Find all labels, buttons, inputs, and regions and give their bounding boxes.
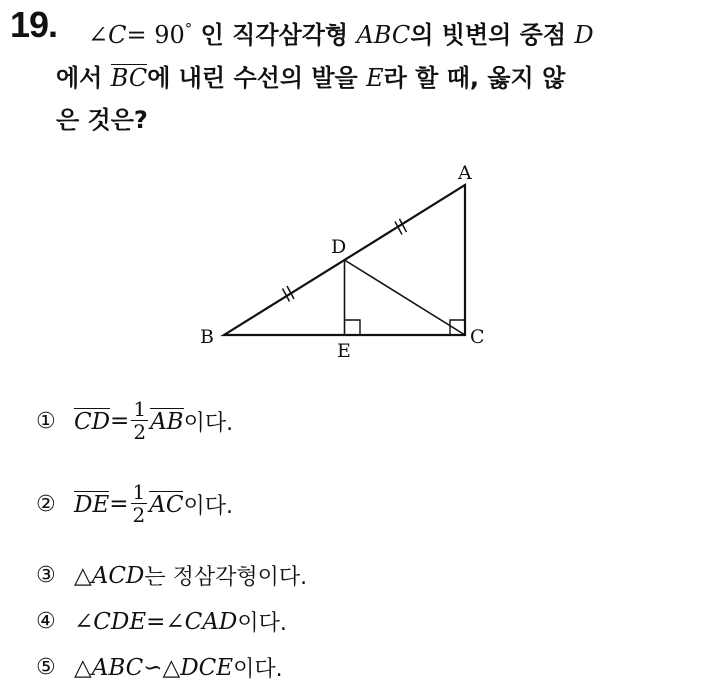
triangle-abc: ABC bbox=[91, 654, 144, 681]
equals-sign: = bbox=[109, 491, 129, 517]
fraction-denominator: 2 bbox=[133, 420, 147, 444]
question-stem-line-3: 은 것은? bbox=[56, 106, 148, 134]
equals-sign: = bbox=[110, 408, 130, 434]
segment-de: DE bbox=[74, 491, 110, 518]
angle-cad: CAD bbox=[184, 608, 238, 635]
label-c: C bbox=[470, 326, 485, 348]
angle-symbol: ∠ bbox=[165, 608, 185, 635]
triangle-acd: ACD bbox=[91, 562, 145, 589]
similar-symbol: ∽ bbox=[143, 654, 163, 681]
choice-marker: ⑤ bbox=[36, 655, 56, 680]
choice-1[interactable] bbox=[36, 398, 233, 444]
angle-value: = 90 bbox=[126, 21, 185, 49]
choice-content bbox=[74, 481, 233, 527]
stem-text: 의 빗변의 중점 bbox=[410, 21, 575, 49]
choice-tail: 이다. bbox=[233, 657, 283, 682]
triangle-symbol: △ bbox=[74, 654, 92, 681]
choice-marker: ① bbox=[36, 408, 56, 434]
question-number: 19. bbox=[10, 4, 58, 45]
triangle-dce: DCE bbox=[180, 654, 234, 681]
fraction-one-half bbox=[131, 398, 148, 444]
choice-4[interactable] bbox=[36, 606, 287, 637]
label-d: D bbox=[331, 236, 347, 258]
choice-tail: 이다. bbox=[183, 410, 234, 436]
fraction-numerator: 1 bbox=[133, 397, 147, 421]
degree-symbol: ° bbox=[184, 20, 193, 38]
segment-ab: AB bbox=[150, 408, 184, 435]
choice-marker: ④ bbox=[36, 609, 56, 634]
choice-tail: 이다. bbox=[237, 611, 287, 636]
foot-point-name: E bbox=[366, 64, 384, 92]
choice-marker: ③ bbox=[36, 563, 56, 588]
label-b: B bbox=[200, 326, 214, 348]
fraction-one-half bbox=[131, 481, 148, 527]
stem-text: 에 내린 수선의 발을 bbox=[147, 64, 367, 92]
segment-bc: BC bbox=[110, 64, 148, 92]
choice-tail: 이다. bbox=[183, 493, 233, 519]
stem-text: 인 직각삼각형 bbox=[192, 21, 357, 49]
choice-content bbox=[74, 652, 283, 683]
angle-cde: CDE bbox=[93, 608, 147, 635]
equals-sign: = bbox=[146, 608, 166, 635]
fraction-numerator: 1 bbox=[132, 480, 146, 504]
midpoint-name: D bbox=[574, 21, 594, 49]
choice-3[interactable] bbox=[36, 560, 307, 591]
segment-dc bbox=[345, 260, 466, 335]
choice-tail: 는 정삼각형이다. bbox=[144, 565, 308, 590]
choice-content bbox=[74, 560, 307, 591]
choice-marker: ② bbox=[36, 491, 56, 517]
triangle-symbol: △ bbox=[162, 654, 181, 681]
triangle-figure bbox=[180, 150, 520, 365]
label-a: A bbox=[458, 162, 472, 184]
stem-text: 라 할 때, 옳지 않 bbox=[383, 64, 566, 92]
right-angle-mark-e bbox=[345, 320, 361, 335]
choice-content bbox=[74, 606, 287, 637]
segment-cd: CD bbox=[74, 408, 111, 435]
stem-text: 에서 bbox=[56, 64, 111, 92]
angle-symbol: ∠ bbox=[74, 608, 94, 635]
question-stem-line-2 bbox=[56, 58, 565, 93]
choice-content bbox=[74, 398, 233, 444]
angle-symbol: ∠ bbox=[88, 21, 109, 49]
segment-ac: AC bbox=[149, 491, 184, 518]
label-e: E bbox=[337, 340, 351, 362]
question-stem-line-1 bbox=[88, 15, 594, 50]
choice-2[interactable] bbox=[36, 481, 233, 527]
fraction-denominator: 2 bbox=[132, 503, 146, 527]
triangle-symbol: △ bbox=[74, 562, 92, 589]
triangle-name: ABC bbox=[356, 21, 411, 49]
choice-5[interactable] bbox=[36, 652, 283, 683]
angle-vertex: C bbox=[108, 21, 127, 49]
